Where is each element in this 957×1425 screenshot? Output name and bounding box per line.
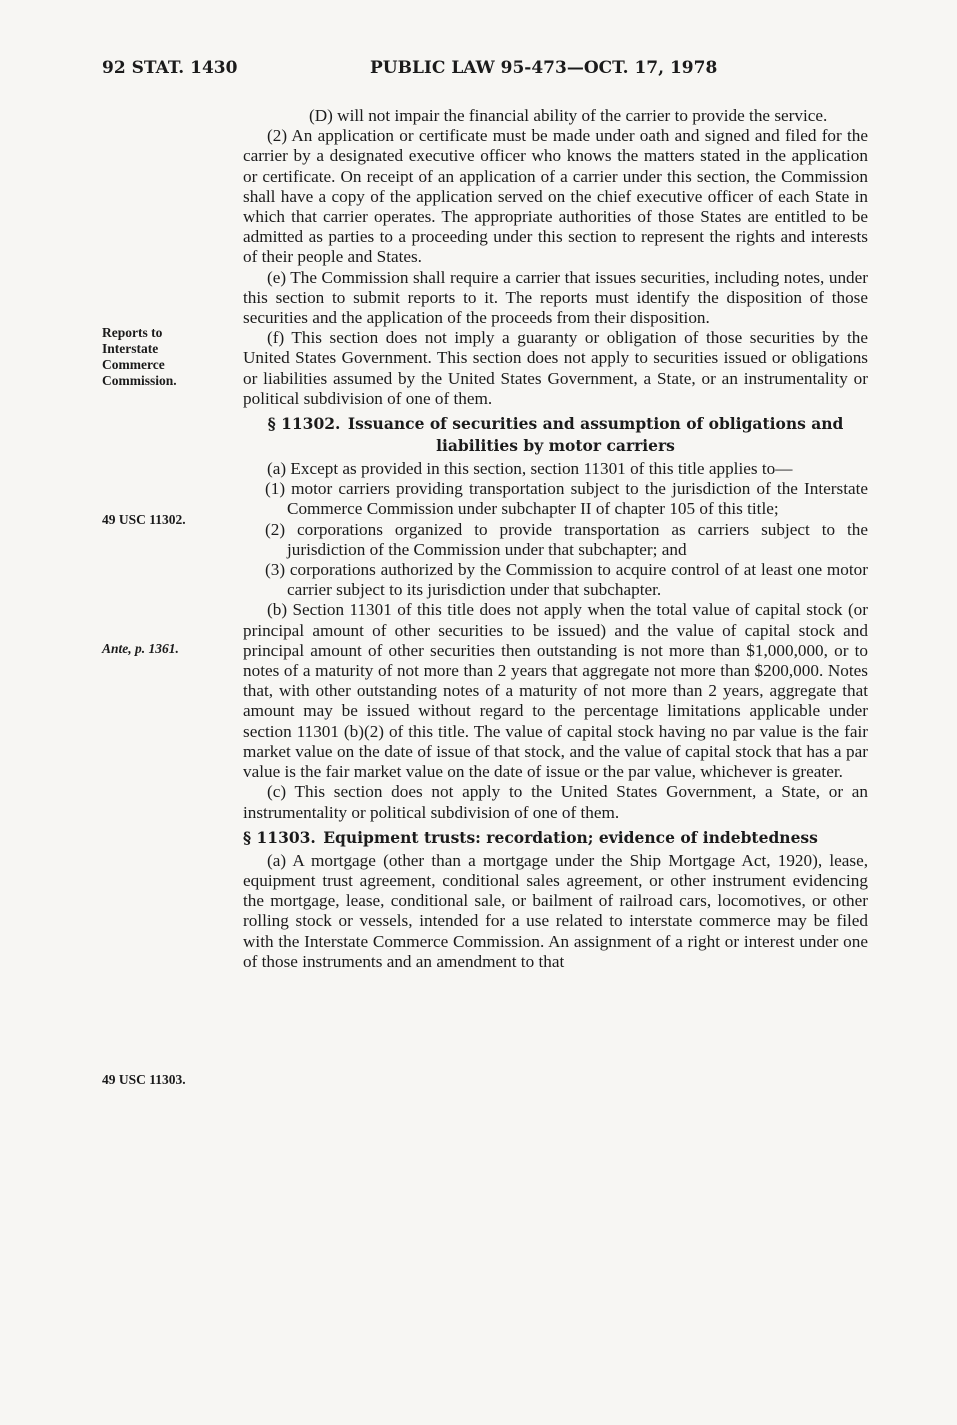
margin-line: Commission. [102,373,177,388]
margin-note-ante: Ante, p. 1361. [102,641,179,656]
margin-line: Commerce [102,357,165,372]
margin-note-usc-11303: 49 USC 11303. [102,1072,186,1087]
section-symbol: § 11302. [267,414,341,434]
paragraph-d: (D) will not impair the financial ability of the carrier to provide the service. [309,106,828,125]
section-title-line2: liabilities by motor carriers [436,436,675,456]
paragraph-e: (e) The Commission shall require a carrier that issues securities, including notes, under this section to submit reports to it. The reports must identify the disposition of those securities and the application of the proceeds from their disposition. [243,267,868,328]
statute-body [243,106,868,972]
section-title-line1: Issuance of securities and assumption of obligations and [347,414,844,434]
stat-page-number: 92 STAT. 1430 [102,58,238,78]
paragraph-f: (f) This section does not imply a guaranty or obligation of those securities by the United States Government. This section does not apply to securities issued or obligations or liabilities assumed by the United States Government, a State, or an instrumentality or political subdivision of one of them. [243,328,868,408]
paragraph-2: (2) An application or certificate must be made under oath and signed and filed for the carrier by a designated executive officer who knows the matters stated in the application or certificate. On receipt of an application of a carrier under this section, the Commission shall have a copy of the application served on the chief executive officer of each State in which that carrier operates. The appropriate authorities of those States are entitled to be admitted as parties to a proceeding under this section to represent the rights and interests of their people and States. [243,126,868,267]
page-header [0,58,957,88]
paragraph-303-a: (a) A mortgage (other than a mortgage under the Ship Mortgage Act, 1920), lease, equipment trust agreement, conditional sales agreement, or other instrument evidencing the mortgage, lease, conditional sale, or bailment of railroad cars, locomotives, or other rolling stock or vessels, intended for a use related to interstate commerce may be filed with the Interstate Commerce Commission. An assignment of a right or interest under one of those instruments and an amendment to that [243,850,868,971]
section-11303-heading [243,827,868,849]
section-11302-heading [243,413,868,457]
paragraph-b: (b) Section 11301 of this title does not apply when the total value of capital stock (or principal amount of other securities to be issued) and the value of capital stock and principal amount of other securities then outstanding is not more than $1,000,000, or to notes of a maturity of not more than 2 years that aggregate not more than $200,000. Notes that, with other outstanding notes of a maturity of not more than 2 years, aggregate that amount may be issued without regard to the percentage limitations applicable under section 11301 (b)(2) of this title. The value of capital stock having no par value is the fair market value on the date of issue of that stock, and the value of capital stock that has a par value is the fair market value on the date of issue or the par value, whichever is greater. [243,600,868,782]
margin-line: Reports to [102,325,163,340]
section-symbol: § 11303. [243,827,316,847]
section-title: Equipment trusts: recordation; evidence of indebtedness [323,827,818,847]
paragraph-a3: (3) corporations authorized by the Commission to acquire control of at least one motor carrier subject to its jurisdiction under that subchapter. [265,560,868,600]
margin-note-usc-11302: 49 USC 11302. [102,512,186,527]
paragraph-c: (c) This section does not apply to the United States Government, a State, or an instrumentality or political subdivision of one of them. [243,782,868,822]
paragraph-a1: (1) motor carriers providing transportation subject to the jurisdiction of the Interstate Commerce Commission under subchapter II of chapter 105 of this title; [265,479,868,519]
paragraph-a: (a) Except as provided in this section, section 11301 of this title applies to— [267,459,793,479]
margin-line: Interstate [102,341,159,356]
public-law-title: PUBLIC LAW 95-473—OCT. 17, 1978 [370,58,718,78]
margin-note-reports [102,325,177,389]
paragraph-a2: (2) corporations organized to provide transportation as carriers subject to the jurisdiction of the Commission under that subchapter; and [265,519,868,559]
